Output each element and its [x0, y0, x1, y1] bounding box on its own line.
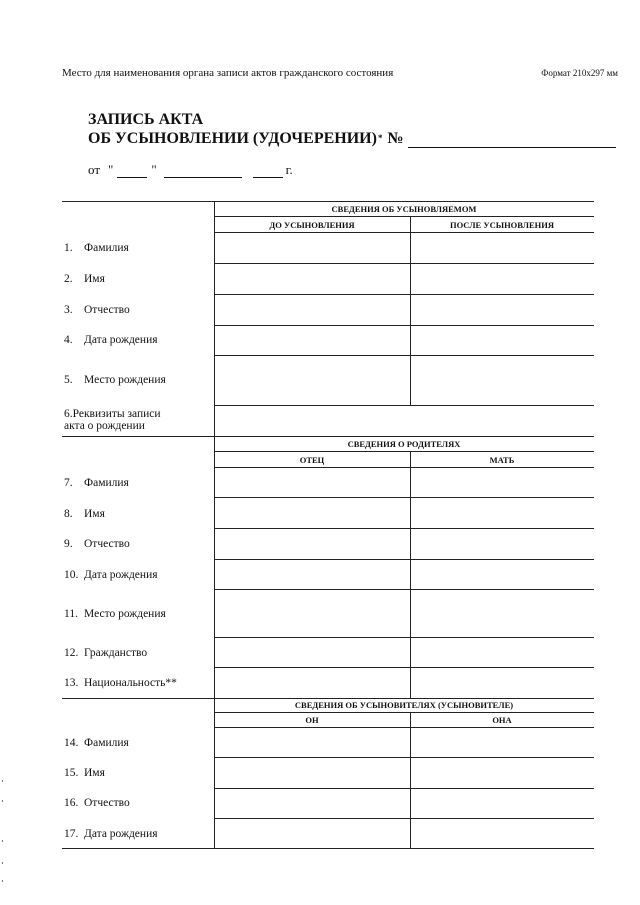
number-label: №	[387, 130, 404, 147]
scan-speck	[2, 880, 3, 882]
row-label	[64, 409, 161, 432]
title-line-1: ЗАПИСЬ АКТА	[88, 111, 204, 128]
table-rule	[214, 436, 215, 698]
table-rule	[214, 325, 594, 326]
document-format-note: Формат 210x297 мм	[541, 68, 618, 78]
row-text: Отчество	[84, 797, 130, 809]
table-rule	[62, 848, 594, 849]
row-label	[64, 677, 177, 689]
row-text: Фамилия	[84, 242, 129, 254]
scan-speck	[2, 800, 3, 802]
row-text: Дата рождения	[84, 828, 158, 840]
row-label	[64, 477, 129, 489]
row-number: 2.	[64, 273, 73, 285]
row-label	[64, 608, 166, 620]
table-rule	[214, 788, 594, 789]
table-rule	[62, 436, 594, 437]
table-rule	[410, 712, 411, 848]
row-text: акта о рождении	[64, 419, 145, 432]
table-rule	[214, 667, 594, 668]
row-text: Имя	[84, 273, 105, 285]
year-suffix: г.	[285, 162, 293, 177]
table-rule	[214, 528, 594, 529]
row-label	[64, 737, 129, 749]
column-he: ОН	[305, 715, 319, 725]
row-number: 14.	[64, 737, 79, 749]
row-number: 10.	[64, 569, 79, 581]
document-header-place: Место для наименования органа записи актов гражданского состояния	[62, 67, 394, 79]
table-rule	[214, 263, 594, 264]
row-number: 3.	[64, 304, 73, 316]
row-number: 6.	[64, 408, 73, 420]
table-rule	[214, 559, 594, 560]
row-label	[64, 797, 130, 809]
table-rule	[214, 727, 594, 728]
row-text: Гражданство	[84, 647, 148, 659]
section-heading-parents: СВЕДЕНИЯ О РОДИТЕЛЯХ	[347, 439, 461, 449]
quote-close: "	[151, 162, 157, 177]
row-label	[64, 334, 158, 346]
column-mother: МАТЬ	[489, 455, 515, 465]
table-rule	[214, 405, 594, 406]
table-rule	[62, 201, 594, 202]
row-label	[64, 767, 105, 779]
row-label	[64, 304, 130, 316]
quote-open: "	[108, 162, 114, 177]
table-rule	[214, 712, 594, 713]
row-number: 11.	[64, 608, 78, 620]
table-rule	[62, 698, 594, 699]
row-text: Отчество	[84, 538, 130, 550]
column-father: ОТЕЦ	[299, 455, 325, 465]
row-label	[64, 273, 105, 285]
table-rule	[410, 216, 411, 405]
row-text: Имя	[84, 508, 105, 520]
row-number: 13.	[64, 677, 79, 689]
row-text: Фамилия	[84, 737, 129, 749]
table-rule	[214, 451, 594, 452]
section-heading-adopted: СВЕДЕНИЯ ОБ УСЫНОВЛЯЕМОМ	[331, 204, 477, 214]
row-number: 9.	[64, 538, 73, 550]
table-rule	[214, 201, 215, 436]
row-number: 5.	[64, 374, 73, 386]
row-text: Фамилия	[84, 477, 129, 489]
table-rule	[214, 216, 594, 217]
row-label	[64, 828, 158, 840]
row-number: 4.	[64, 334, 73, 346]
table-rule	[214, 355, 594, 356]
from-label: от	[88, 162, 101, 177]
row-number: 17.	[64, 828, 79, 840]
row-text: Место рождения	[84, 374, 166, 386]
scan-speck	[2, 862, 3, 864]
row-label	[64, 242, 129, 254]
title-footnote-mark: *	[377, 133, 383, 143]
row-text: Имя	[84, 767, 105, 779]
row-label	[64, 508, 105, 520]
table-rule	[214, 637, 594, 638]
row-text: Место рождения	[84, 608, 166, 620]
row-number: 8.	[64, 508, 73, 520]
row-number: 7.	[64, 477, 73, 489]
title-line-2: ОБ УСЫНОВЛЕНИИ (УДОЧЕРЕНИИ)	[88, 130, 377, 147]
row-text: Дата рождения	[84, 569, 158, 581]
table-rule	[214, 467, 594, 468]
row-label	[64, 569, 158, 581]
table-rule	[214, 818, 594, 819]
row-number: 15.	[64, 767, 79, 779]
row-label	[64, 647, 147, 659]
table-rule	[214, 232, 594, 233]
row-text: Реквизиты записи	[72, 408, 161, 420]
table-rule	[214, 294, 594, 295]
row-text: Национальность**	[84, 677, 177, 689]
table-rule	[410, 451, 411, 698]
row-label	[64, 538, 130, 550]
row-number: 12.	[64, 647, 79, 659]
row-label	[64, 374, 166, 386]
row-text: Отчество	[84, 304, 130, 316]
column-before-adoption: ДО УСЫНОВЛЕНИЯ	[269, 220, 355, 230]
column-after-adoption: ПОСЛЕ УСЫНОВЛЕНИЯ	[449, 220, 555, 230]
scan-speck	[2, 780, 3, 782]
row-number: 16.	[64, 797, 79, 809]
table-rule	[214, 757, 594, 758]
scan-speck	[2, 840, 3, 842]
table-rule	[214, 497, 594, 498]
column-she: ОНА	[492, 715, 512, 725]
row-number: 1.	[64, 242, 73, 254]
table-rule	[214, 589, 594, 590]
row-text: Дата рождения	[84, 334, 158, 346]
section-heading-adopters: СВЕДЕНИЯ ОБ УСЫНОВИТЕЛЯХ (УСЫНОВИТЕЛЕ)	[294, 700, 514, 710]
